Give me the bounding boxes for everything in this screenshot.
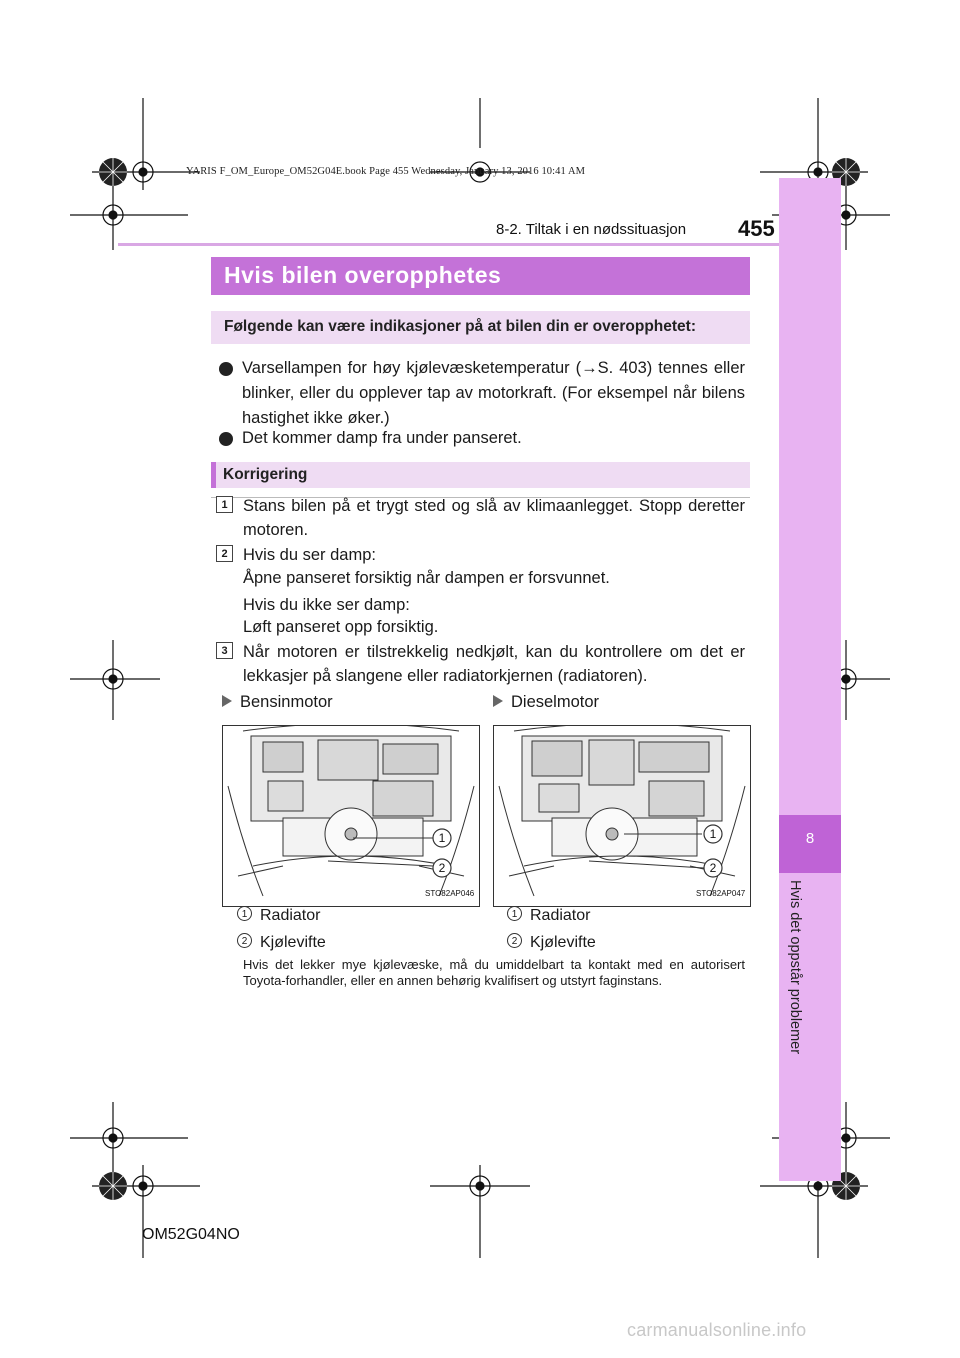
bullet-dot-icon <box>219 432 233 446</box>
legend-number: 2 <box>507 933 522 948</box>
legend-number: 2 <box>237 933 252 948</box>
figure-code: STO82AP046 <box>425 889 475 898</box>
engine-illustration <box>494 726 750 906</box>
legend-text: Kjølevifte <box>530 934 596 951</box>
engine-illustration <box>223 726 479 906</box>
step-text: Løft panseret opp forsiktig. <box>243 618 439 636</box>
bullet-text: Det kommer damp fra under panseret. <box>242 429 522 447</box>
triangle-icon <box>493 695 503 707</box>
bullet-item <box>219 426 745 451</box>
step-text: Åpne panseret forsiktig når dampen er forsvunnet. <box>243 569 610 587</box>
step-text: Når motoren er tilstrekkelig nedkjølt, kan du kontrollere om det er lekkasjer på slangene eller radiatorkjernen (radiatoren). <box>243 643 745 685</box>
legend-number: 1 <box>237 906 252 921</box>
legend-text: Radiator <box>260 907 321 924</box>
callout-2: 2 <box>709 861 717 875</box>
page-number: 455 <box>738 216 775 241</box>
callout-1: 1 <box>709 827 717 841</box>
figure-label-diesel: Dieselmotor <box>493 693 599 712</box>
step-text: Stans bilen på et trygt sted og slå av klimaanlegget. Stopp deretter motoren. <box>243 497 745 539</box>
legend-number: 1 <box>507 906 522 921</box>
engine-figure-petrol <box>222 725 480 907</box>
watermark: carmanualsonline.info <box>627 1320 807 1340</box>
step-number-box: 2 <box>216 545 233 562</box>
step-number-box: 1 <box>216 496 233 513</box>
section-title: 8-2. Tiltak i en nødssituasjon <box>496 221 687 238</box>
header-rule <box>118 243 780 246</box>
footer-code: OM52G04NO <box>142 1226 240 1243</box>
indications-heading: Følgende kan være indikasjoner på at bilen din er overopphetet: <box>224 318 696 335</box>
chapter-title: Hvis det oppstår problemer <box>787 880 803 1055</box>
step-text: Hvis du ikke ser damp: <box>243 596 410 614</box>
engine-figure-diesel <box>493 725 751 907</box>
figure-code: STO82AP047 <box>696 889 746 898</box>
callout-1: 1 <box>438 831 446 845</box>
step-text: Hvis du ser damp: <box>243 546 376 564</box>
triangle-icon <box>222 695 232 707</box>
legend-text: Kjølevifte <box>260 934 326 951</box>
legend-text: Radiator <box>530 907 591 924</box>
figure-label-petrol: Bensinmotor <box>222 693 333 712</box>
callout-2: 2 <box>438 861 446 875</box>
chapter-title-vertical <box>783 880 805 1170</box>
page-title: Hvis bilen overopphetes <box>224 262 502 288</box>
chapter-number: 8 <box>805 830 815 847</box>
bullet-item <box>219 356 745 431</box>
bullet-text: Varsellampen for høy kjølevæsketemperatur (→S. 403) tennes eller blinker, eller du opplever tap av motorkraft. (For eksempel når bilens hastighet ikke øker.) <box>242 359 745 427</box>
note-text: Hvis det lekker mye kjølevæske, må du umiddelbart ta kontakt med en autorisert Toyota-forhandler, eller en annen behørig kvalifisert og utstyrt faginstans. <box>243 957 745 988</box>
book-info: YARIS F_OM_Europe_OM52G04E.book Page 455 Wednesday, January 13, 2016 10:41 AM <box>186 166 586 177</box>
step-number-box: 3 <box>216 642 233 659</box>
bullet-dot-icon <box>219 362 233 376</box>
correction-heading: Korrigering <box>223 466 308 483</box>
